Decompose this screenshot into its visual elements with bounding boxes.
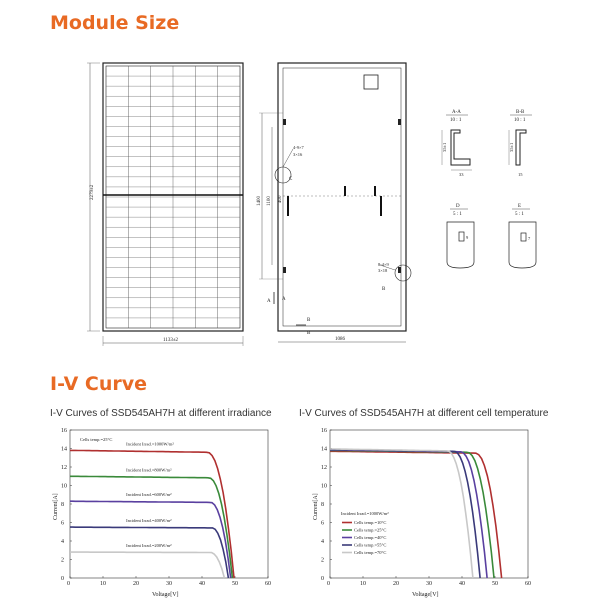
x-tick-label: 50 — [232, 581, 238, 587]
series-label: Incident Irrad.=400W/m² — [126, 518, 172, 524]
detail-d-scale: 5 : 1 — [453, 212, 462, 217]
y-tick-label: 10 — [321, 483, 327, 490]
legend-entry: Cells temp.=40°C — [354, 535, 387, 540]
marker-a-left: A — [267, 299, 271, 304]
detail-bb-scale: 10 : 1 — [514, 118, 526, 123]
y-tick-label: 16 — [61, 428, 67, 434]
detail-bb-width: 15 — [518, 172, 523, 177]
dim-1100-label: 1100 — [267, 196, 272, 206]
irradiance-xlabel: Voltage[V] — [152, 592, 179, 598]
x-tick-label: 0 — [327, 581, 330, 587]
hole-note-bottom: 8-4×9 — [378, 262, 389, 267]
dim-400-label: 400 — [278, 195, 283, 203]
x-tick-label: 30 — [166, 581, 172, 587]
series-label: Incident Irrad.=600W/m² — [126, 492, 172, 498]
iv-chart-irradiance — [53, 428, 271, 598]
y-tick-label: 0 — [321, 576, 324, 582]
detail-aa-width: 33 — [459, 172, 464, 177]
detail-bb-title: B-B — [516, 110, 525, 115]
module-back-view — [257, 63, 411, 342]
detail-e-dim: 7 — [528, 236, 531, 241]
x-tick-label: 50 — [492, 581, 498, 587]
y-tick-label: 4 — [321, 539, 324, 545]
legend-entry: Cells temp.=25°C — [354, 527, 387, 533]
y-tick-label: 12 — [321, 465, 327, 471]
hole-detail-d — [447, 204, 474, 268]
hole-note-top2: 3×16 — [293, 152, 303, 157]
x-tick-label: 30 — [426, 581, 432, 587]
detail-d-dim: 9 — [466, 235, 469, 240]
front-height-label: 2279±2 — [90, 184, 95, 200]
marker-b-lower: B — [307, 331, 311, 336]
detail-e-scale: 5 : 1 — [515, 212, 524, 217]
y-tick-label: 6 — [61, 520, 64, 527]
detail-e-title: E — [518, 204, 522, 209]
y-tick-label: 8 — [61, 502, 64, 508]
hole-note-bottom2: 3×18 — [378, 268, 388, 273]
series-label: Incident Irrad.=1000W/m² — [126, 441, 174, 447]
x-tick-label: 20 — [133, 581, 139, 587]
dim-1400-label: 1400 — [257, 196, 262, 206]
y-tick-label: 0 — [61, 576, 64, 582]
hole-detail-e — [509, 204, 536, 268]
temperature-chart-subtitle: I-V Curves of SSD545AH7H at different cell temperature — [299, 408, 549, 419]
y-tick-label: 14 — [61, 446, 67, 453]
front-width-label: 1133±2 — [163, 338, 179, 343]
x-tick-label: 20 — [393, 581, 399, 587]
detail-bb-height: 35±1 — [509, 142, 514, 152]
y-tick-label: 10 — [61, 483, 67, 490]
iv-chart-temperature — [313, 428, 531, 598]
detail-aa-height: 35±1 — [442, 142, 447, 152]
x-tick-label: 0 — [67, 581, 70, 587]
y-tick-label: 12 — [61, 465, 67, 471]
hole-note-top: 4-9×7 — [293, 145, 304, 150]
temperature-xlabel: Voltage[V] — [412, 592, 439, 598]
section-detail-aa — [442, 110, 472, 177]
irradiance-ylabel: Current[A] — [53, 493, 59, 520]
iv-series-line — [70, 501, 231, 578]
temperature-ylabel: Current[A] — [313, 493, 319, 520]
y-tick-label: 6 — [321, 520, 324, 527]
back-width-label: 1086 — [335, 337, 345, 342]
y-tick-label: 2 — [321, 557, 324, 564]
y-tick-label: 16 — [321, 428, 327, 434]
irradiance-temp-note: Cells temp.=25°C — [80, 437, 113, 442]
x-tick-label: 60 — [265, 581, 271, 587]
detail-aa-title: A-A — [452, 110, 461, 115]
module-size-heading: Module Size — [50, 12, 180, 34]
x-tick-label: 40 — [199, 581, 205, 587]
y-tick-label: 2 — [61, 557, 64, 564]
x-tick-label: 40 — [459, 581, 465, 587]
legend-entry: Cells temp.=70°C — [354, 550, 387, 555]
marker-a-right: A — [282, 297, 286, 302]
x-tick-label: 60 — [525, 581, 531, 587]
iv-curve-heading: I-V Curve — [50, 373, 148, 395]
marker-b: B — [307, 318, 311, 323]
y-tick-label: 4 — [61, 539, 64, 545]
marker-c: C — [289, 177, 293, 182]
irradiance-chart-subtitle: I-V Curves of SSD545AH7H at different irradiance — [50, 408, 272, 419]
temperature-irrad-note: Incident Irrad.=1000W/m² — [341, 511, 389, 516]
legend-entry: Cells temp.=10°C — [354, 520, 387, 525]
series-label: Incident Irrad.=800W/m² — [126, 467, 172, 473]
detail-aa-scale: 10 : 1 — [450, 118, 462, 123]
x-tick-label: 10 — [100, 581, 106, 587]
module-front-view — [87, 63, 243, 346]
section-detail-bb — [509, 110, 532, 177]
y-tick-label: 14 — [321, 446, 327, 453]
detail-d-title: D — [456, 204, 460, 209]
series-label: Incident Irrad.=200W/m² — [126, 543, 172, 549]
y-tick-label: 8 — [321, 502, 324, 508]
x-tick-label: 10 — [360, 581, 366, 587]
marker-b-back: B — [382, 287, 386, 292]
iv-series-line — [70, 552, 224, 578]
legend-entry: Cells temp.=55°C — [354, 542, 387, 548]
